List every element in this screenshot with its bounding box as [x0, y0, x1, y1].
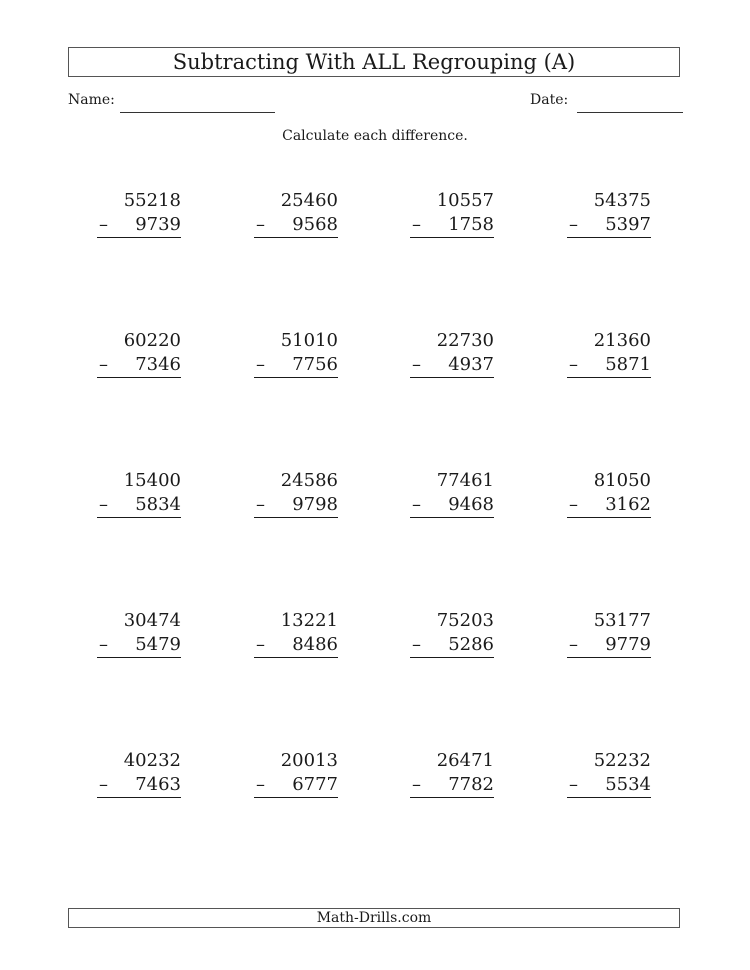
- subtraction-problem: [567, 328, 651, 378]
- subtrahend: 7756: [292, 354, 338, 375]
- subtrahend: 4937: [448, 354, 494, 375]
- subtrahend: 5534: [605, 774, 651, 795]
- subtraction-problem: [567, 748, 651, 798]
- minus-sign: –: [99, 774, 108, 795]
- subtraction-problem: [410, 328, 494, 378]
- subtrahend: 5286: [448, 634, 494, 655]
- subtrahend-line: [567, 633, 651, 658]
- minuend: 75203: [436, 610, 494, 631]
- subtraction-problem: [567, 188, 651, 238]
- minus-sign: –: [256, 494, 265, 515]
- date-blank-line: [577, 112, 683, 113]
- subtrahend-line: [410, 773, 494, 798]
- subtrahend: 5871: [605, 354, 651, 375]
- subtrahend: 9779: [605, 634, 651, 655]
- minuend: 52232: [593, 750, 651, 771]
- minus-sign: –: [412, 634, 421, 655]
- subtrahend-line: [254, 633, 338, 658]
- subtrahend-line: [97, 213, 181, 238]
- name-label: Name:: [68, 92, 115, 108]
- date-label: Date:: [530, 92, 569, 108]
- problem-row: [0, 188, 750, 248]
- minus-sign: –: [569, 634, 578, 655]
- subtrahend-line: [567, 773, 651, 798]
- name-blank-line: [120, 112, 275, 113]
- subtrahend-line: [254, 353, 338, 378]
- minus-sign: –: [256, 354, 265, 375]
- subtrahend: 5834: [135, 494, 181, 515]
- minuend: 54375: [593, 190, 651, 211]
- minuend: 40232: [123, 750, 181, 771]
- minus-sign: –: [99, 494, 108, 515]
- problem-row: [0, 328, 750, 388]
- subtraction-problem: [254, 328, 338, 378]
- problem-row: [0, 608, 750, 668]
- subtraction-problem: [97, 468, 181, 518]
- minus-sign: –: [99, 214, 108, 235]
- minus-sign: –: [569, 214, 578, 235]
- subtrahend-line: [410, 213, 494, 238]
- instructions: Calculate each difference.: [282, 128, 468, 144]
- subtrahend: 7463: [135, 774, 181, 795]
- subtrahend-line: [254, 493, 338, 518]
- subtrahend: 3162: [605, 494, 651, 515]
- minuend: 25460: [280, 190, 338, 211]
- problem-row: [0, 468, 750, 528]
- minus-sign: –: [256, 634, 265, 655]
- minus-sign: –: [256, 214, 265, 235]
- minuend: 53177: [593, 610, 651, 631]
- subtrahend: 9468: [448, 494, 494, 515]
- subtrahend: 7346: [135, 354, 181, 375]
- subtraction-problem: [410, 188, 494, 238]
- subtraction-problem: [410, 748, 494, 798]
- subtrahend-line: [254, 213, 338, 238]
- minuend: 30474: [123, 610, 181, 631]
- subtrahend: 6777: [292, 774, 338, 795]
- subtrahend-line: [254, 773, 338, 798]
- subtrahend: 7782: [448, 774, 494, 795]
- minus-sign: –: [412, 494, 421, 515]
- minuend: 55218: [123, 190, 181, 211]
- subtrahend: 5397: [605, 214, 651, 235]
- subtraction-problem: [254, 748, 338, 798]
- subtrahend-line: [410, 493, 494, 518]
- subtraction-problem: [254, 188, 338, 238]
- minuend: 60220: [123, 330, 181, 351]
- subtraction-problem: [410, 608, 494, 658]
- subtrahend-line: [410, 353, 494, 378]
- subtrahend-line: [567, 493, 651, 518]
- minuend: 13221: [280, 610, 338, 631]
- subtrahend: 1758: [448, 214, 494, 235]
- minus-sign: –: [569, 494, 578, 515]
- minuend: 81050: [593, 470, 651, 491]
- minuend: 77461: [436, 470, 494, 491]
- minus-sign: –: [569, 354, 578, 375]
- subtrahend: 9568: [292, 214, 338, 235]
- problem-row: [0, 748, 750, 808]
- subtrahend-line: [97, 633, 181, 658]
- minus-sign: –: [569, 774, 578, 795]
- minuend: 20013: [280, 750, 338, 771]
- minuend: 22730: [436, 330, 494, 351]
- minuend: 24586: [280, 470, 338, 491]
- minuend: 26471: [436, 750, 494, 771]
- subtrahend-line: [97, 353, 181, 378]
- subtrahend-line: [97, 493, 181, 518]
- subtrahend: 5479: [135, 634, 181, 655]
- subtraction-problem: [97, 188, 181, 238]
- subtrahend: 8486: [292, 634, 338, 655]
- subtraction-problem: [567, 468, 651, 518]
- minuend: 15400: [123, 470, 181, 491]
- subtraction-problem: [97, 748, 181, 798]
- minus-sign: –: [99, 354, 108, 375]
- minus-sign: –: [412, 774, 421, 795]
- minus-sign: –: [256, 774, 265, 795]
- footer-source: Math-Drills.com: [68, 908, 680, 928]
- subtrahend-line: [410, 633, 494, 658]
- subtraction-problem: [254, 608, 338, 658]
- subtrahend-line: [567, 353, 651, 378]
- subtraction-problem: [97, 328, 181, 378]
- minuend: 10557: [436, 190, 494, 211]
- minus-sign: –: [99, 634, 108, 655]
- subtraction-problem: [410, 468, 494, 518]
- subtrahend: 9739: [135, 214, 181, 235]
- minuend: 21360: [593, 330, 651, 351]
- worksheet-title: Subtracting With ALL Regrouping (A): [68, 47, 680, 77]
- minus-sign: –: [412, 214, 421, 235]
- subtraction-problem: [254, 468, 338, 518]
- subtraction-problem: [567, 608, 651, 658]
- subtrahend: 9798: [292, 494, 338, 515]
- minus-sign: –: [412, 354, 421, 375]
- minuend: 51010: [280, 330, 338, 351]
- subtraction-problem: [97, 608, 181, 658]
- subtrahend-line: [97, 773, 181, 798]
- subtrahend-line: [567, 213, 651, 238]
